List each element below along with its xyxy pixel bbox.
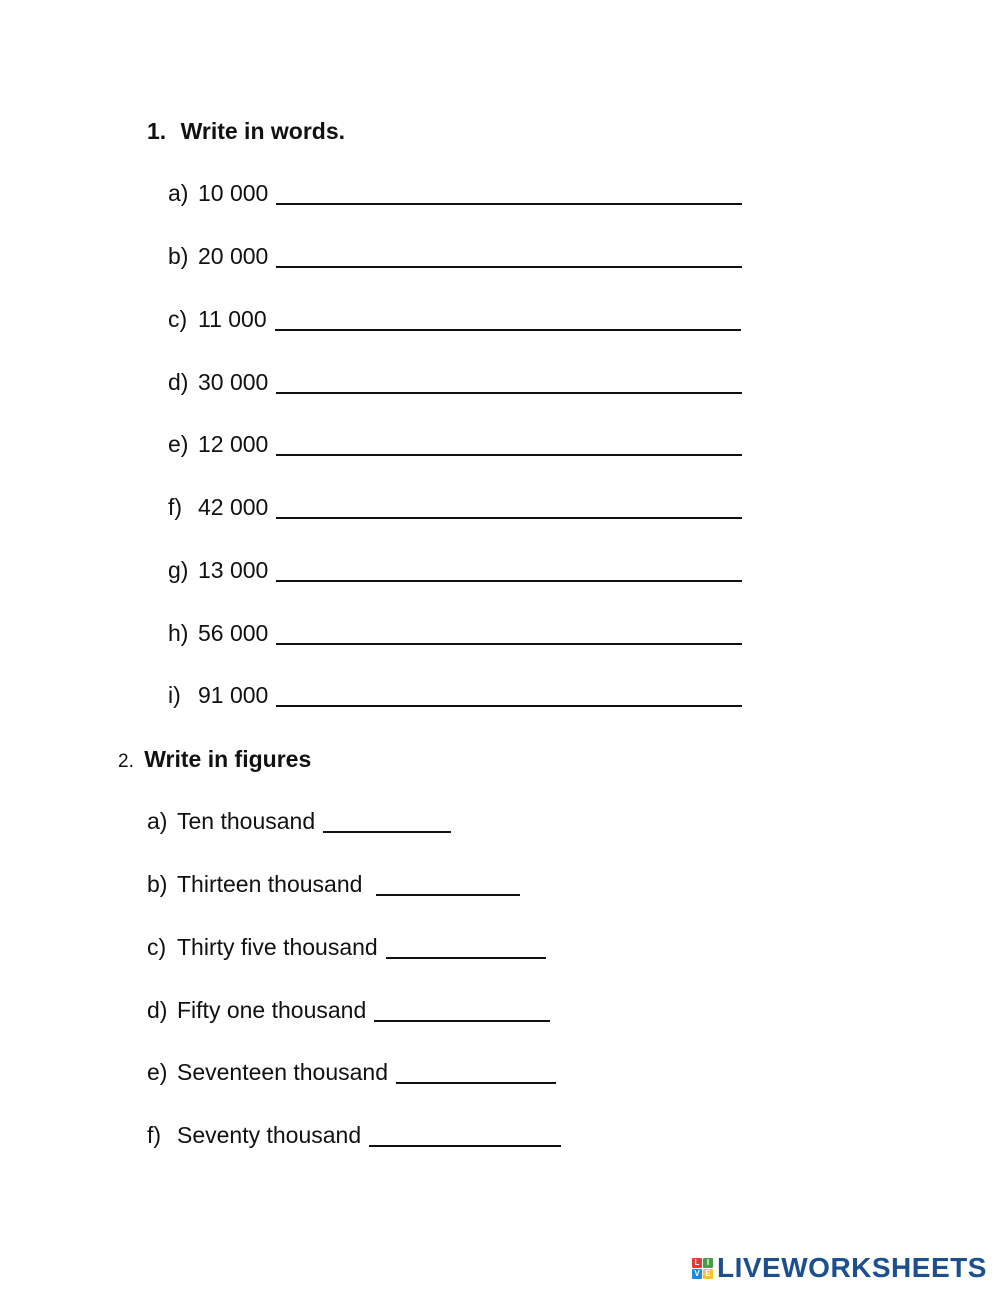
item-letter: c): [147, 934, 167, 960]
answer-blank[interactable]: [276, 705, 742, 707]
section-1-item: [168, 180, 742, 207]
logo-mark-icon: [692, 1258, 713, 1279]
answer-blank[interactable]: [323, 831, 451, 833]
item-number: 12 000: [198, 431, 269, 457]
item-words: Seventeen thousand: [177, 1059, 389, 1085]
section-1-item: [168, 557, 742, 584]
item-letter: e): [168, 431, 189, 457]
item-letter: f): [147, 1122, 162, 1148]
section-1-item: [168, 306, 741, 333]
answer-blank[interactable]: [276, 643, 742, 645]
section-2-item: [147, 871, 520, 898]
answer-blank[interactable]: [276, 392, 742, 394]
item-number: 10 000: [198, 180, 269, 206]
item-number: 56 000: [198, 620, 269, 646]
answer-blank[interactable]: [374, 1020, 550, 1022]
item-letter: i): [168, 682, 181, 708]
item-number: 11 000: [198, 306, 267, 332]
section-2-heading: Write in figures: [144, 746, 312, 772]
section-1-item: [168, 682, 742, 709]
answer-blank[interactable]: [276, 454, 742, 456]
answer-blank[interactable]: [386, 957, 546, 959]
section-2-item: [147, 997, 550, 1024]
item-letter: b): [147, 871, 168, 897]
item-number: 20 000: [198, 243, 269, 269]
item-words: Thirteen thousand: [177, 871, 363, 897]
item-words: Thirty five thousand: [177, 934, 378, 960]
item-letter: c): [168, 306, 188, 332]
logo-tile: I: [703, 1258, 713, 1268]
item-letter: f): [168, 494, 183, 520]
section-1-heading: Write in words.: [180, 118, 346, 144]
item-letter: e): [147, 1059, 168, 1085]
answer-blank[interactable]: [369, 1145, 561, 1147]
answer-blank[interactable]: [276, 266, 742, 268]
item-number: 13 000: [198, 557, 269, 583]
section-1-item: [168, 620, 742, 647]
item-letter: h): [168, 620, 189, 646]
section-2-title: [118, 746, 311, 773]
item-words: Fifty one thousand: [177, 997, 367, 1023]
item-letter: a): [168, 180, 189, 206]
item-number: 91 000: [198, 682, 269, 708]
section-2-number: 2.: [118, 751, 134, 772]
section-2-item: [147, 934, 546, 961]
logo-tile: V: [692, 1269, 702, 1279]
answer-blank[interactable]: [276, 580, 742, 582]
liveworksheets-logo: [692, 1252, 987, 1284]
item-number: 30 000: [198, 369, 269, 395]
answer-blank[interactable]: [276, 203, 742, 205]
section-1-item: [168, 494, 742, 521]
answer-blank[interactable]: [376, 894, 520, 896]
logo-text: LIVEWORKSHEETS: [717, 1252, 987, 1283]
item-letter: d): [147, 997, 168, 1023]
answer-blank[interactable]: [396, 1082, 556, 1084]
answer-blank[interactable]: [275, 329, 741, 331]
section-1-item: [168, 369, 742, 396]
section-1-number: 1.: [147, 118, 167, 144]
section-1-item: [168, 243, 742, 270]
section-2-item: [147, 1122, 561, 1149]
logo-tile: L: [692, 1258, 702, 1268]
section-2-item: [147, 1059, 556, 1086]
item-number: 42 000: [198, 494, 269, 520]
item-letter: g): [168, 557, 189, 583]
answer-blank[interactable]: [276, 517, 742, 519]
section-2-item: [147, 808, 451, 835]
section-1-item: [168, 431, 742, 458]
logo-tile: E: [703, 1269, 713, 1279]
item-words: Seventy thousand: [177, 1122, 362, 1148]
item-letter: d): [168, 369, 189, 395]
item-letter: b): [168, 243, 189, 269]
item-letter: a): [147, 808, 168, 834]
item-words: Ten thousand: [177, 808, 316, 834]
section-1-title: [147, 118, 345, 145]
